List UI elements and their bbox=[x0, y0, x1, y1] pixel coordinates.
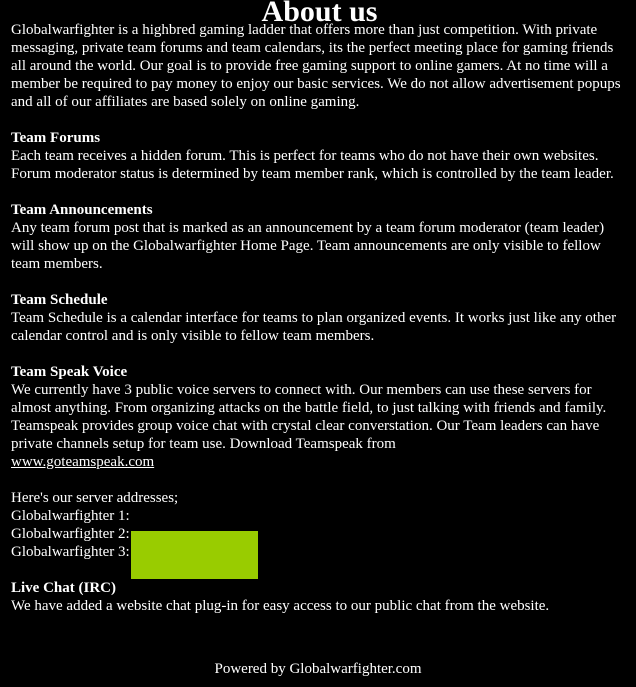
intro-paragraph: Globalwarfighter is a highbred gaming ladder that offers more than just competition. With private messaging, private team forums and team calendars, its the perfect meeting place for gaming friends all around the world. Our goal is to provide free gaming support to online gamers. At no time will a member be required to pay money to enjoy our basic services. We do not allow advertisement popups and all of our affiliates are based solely on online gaming. bbox=[11, 22, 621, 110]
server-addresses-box bbox=[131, 531, 258, 579]
footer-powered-by: Powered by Globalwarfighter.com bbox=[214, 661, 422, 677]
page-title: About us bbox=[261, 0, 378, 28]
team-forums-heading: Team Forums bbox=[11, 130, 101, 146]
spacer bbox=[11, 471, 628, 489]
goteamspeak-link[interactable]: www.goteamspeak.com bbox=[11, 454, 155, 470]
live-chat-text: We have added a website chat plug-in for easy access to our public chat from the website. bbox=[11, 598, 550, 614]
server-intro: Here's our server addresses; bbox=[11, 490, 179, 506]
spacer bbox=[11, 111, 628, 129]
team-speak-body: We currently have 3 public voice servers to connect with. Our members can use these servers for almost anything. From organizing attacks on the battle field, to just talking with friends and family. Teamspeak provides group voice chat with crystal clear converstation. Our Team leaders can have private channels setup for team use. Download Teamspeak from bbox=[11, 382, 607, 452]
team-speak-text bbox=[11, 381, 628, 471]
server-label-2: Globalwarfighter 2: bbox=[11, 526, 130, 542]
team-forums-text: Each team receives a hidden forum. This is perfect for teams who do not have their own websites. Forum moderator status is determined by team member rank, which is controlled by the team leader. bbox=[11, 148, 614, 182]
spacer bbox=[11, 273, 628, 291]
team-announcements-text: Any team forum post that is marked as an announcement by a team forum moderator (team leader) will show up on the Globalwarfighter Home Page. Team announcements are only visible to fellow team members. bbox=[11, 220, 605, 272]
server-row-2 bbox=[11, 525, 628, 543]
spacer bbox=[11, 561, 628, 579]
server-label-3: Globalwarfighter 3: bbox=[11, 544, 130, 560]
team-schedule-heading: Team Schedule bbox=[11, 292, 108, 308]
spacer bbox=[11, 345, 628, 363]
server-row-3 bbox=[11, 543, 628, 561]
server-row-1 bbox=[11, 507, 628, 525]
live-chat-heading: Live Chat (IRC) bbox=[11, 580, 116, 596]
team-speak-heading: Team Speak Voice bbox=[11, 364, 128, 380]
team-announcements-heading: Team Announcements bbox=[11, 202, 153, 218]
team-schedule-text: Team Schedule is a calendar interface for teams to plan organized events. It works just like any other calendar control and is only visible to fellow team members. bbox=[11, 310, 617, 344]
spacer bbox=[11, 183, 628, 201]
server-label-1: Globalwarfighter 1: bbox=[11, 508, 130, 524]
